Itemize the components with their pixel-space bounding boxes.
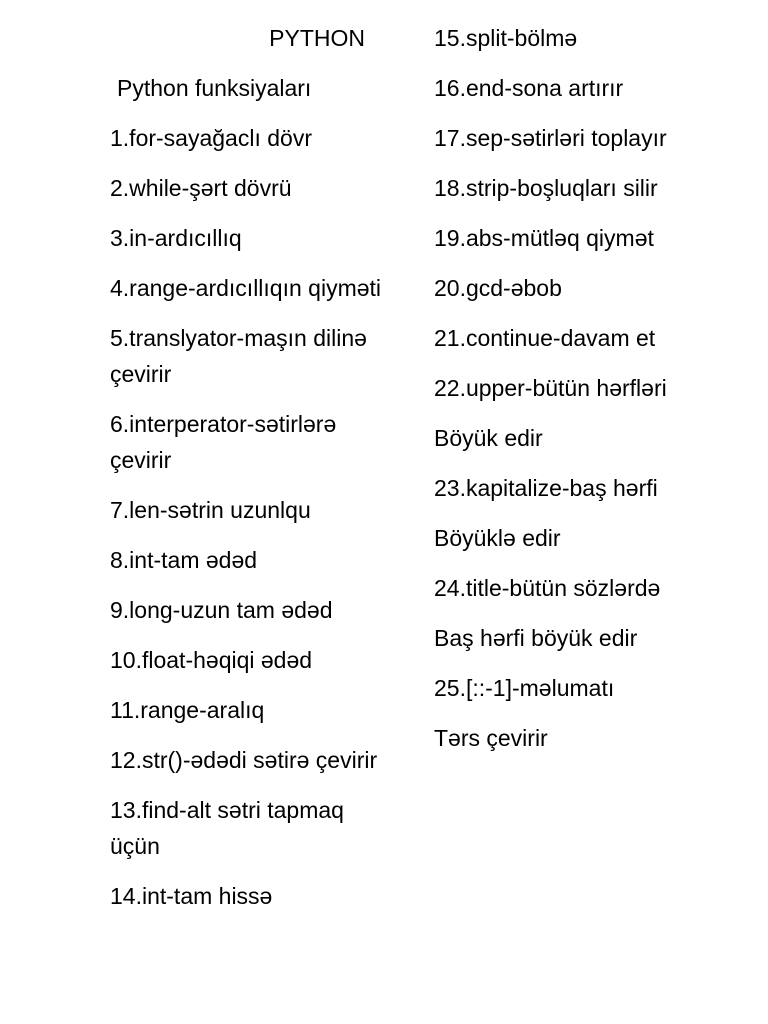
list-item: 13.find-alt sətri tapmaq üçün (110, 797, 344, 859)
list-item: 15.split-bölmə (434, 25, 578, 51)
list-item: 8.int-tam ədəd (110, 547, 258, 573)
list-item: 16.end-sona artırır (434, 75, 624, 101)
left-column (110, 20, 395, 928)
list-item: 4.range-ardıcıllıqın qiyməti (110, 275, 382, 301)
document-title: PYTHON (269, 25, 365, 51)
list-item: 19.abs-mütləq qiymət (434, 225, 654, 251)
list-item: 10.float-həqiqi ədəd (110, 647, 313, 673)
list-item: 1.for-sayağaclı dövr (110, 125, 312, 151)
list-item: 23.kapitalize-baş hərfi (434, 475, 658, 501)
list-item: 17.sep-sətirləri toplayır (434, 125, 667, 151)
list-item: 21.continue-davam et (434, 325, 656, 351)
list-item: 11.range-aralıq (110, 697, 265, 723)
document-subtitle: Python funksiyaları (117, 75, 312, 101)
list-item: 14.int-tam hissə (110, 883, 273, 909)
list-item: 12.str()-ədədi sətirə çevirir (110, 747, 378, 773)
list-item: 5.translyator-maşın dilinə çevirir (110, 325, 367, 387)
list-item: Böyüklə edir (434, 525, 561, 551)
list-item: 20.gcd-əbob (434, 275, 562, 301)
list-item: Baş hərfi böyük edir (434, 625, 638, 651)
list-item: Tərs çevirir (434, 725, 548, 751)
list-item: 24.title-bütün sözlərdə (434, 575, 661, 601)
list-item: 9.long-uzun tam ədəd (110, 597, 333, 623)
list-item: Böyük edir (434, 425, 543, 451)
list-item: 18.strip-boşluqları silir (434, 175, 658, 201)
list-item: 22.upper-bütün hərfləri (434, 375, 667, 401)
list-item: 3.in-ardıcıllıq (110, 225, 242, 251)
list-item: 6.interperator-sətirlərə çevirir (110, 411, 337, 473)
list-item: 2.while-şərt dövrü (110, 175, 292, 201)
list-item: 7.len-sətrin uzunlqu (110, 497, 311, 523)
right-column (434, 20, 759, 770)
list-item: 25.[::-1]-məlumatı (434, 675, 615, 701)
